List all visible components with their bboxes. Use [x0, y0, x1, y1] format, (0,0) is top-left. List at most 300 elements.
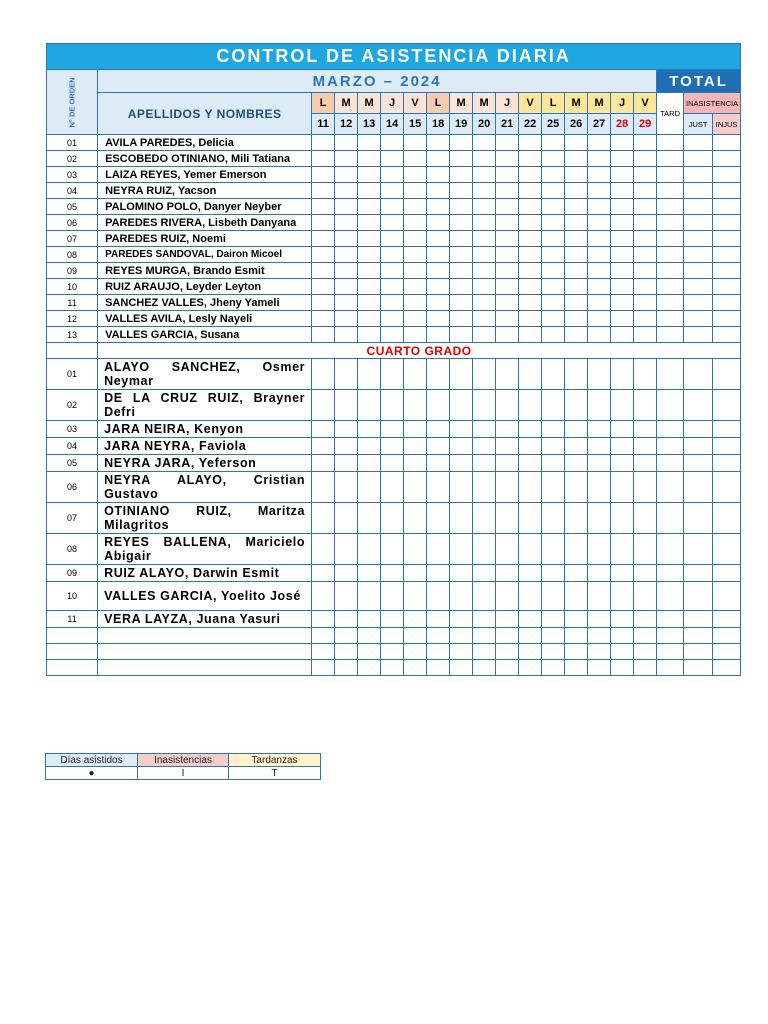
attendance-cell[interactable] [381, 199, 404, 215]
total-cell[interactable] [713, 628, 741, 644]
attendance-cell[interactable] [496, 247, 519, 263]
attendance-cell[interactable] [312, 247, 335, 263]
total-cell[interactable] [684, 644, 713, 660]
attendance-cell[interactable] [358, 611, 381, 628]
attendance-cell[interactable] [634, 151, 657, 167]
attendance-cell[interactable] [312, 390, 335, 421]
attendance-cell[interactable] [450, 503, 473, 534]
attendance-cell[interactable] [404, 644, 427, 660]
total-cell[interactable] [684, 183, 713, 199]
attendance-cell[interactable] [381, 311, 404, 327]
attendance-cell[interactable] [381, 421, 404, 438]
attendance-cell[interactable] [496, 311, 519, 327]
total-cell[interactable] [657, 438, 684, 455]
attendance-cell[interactable] [542, 660, 565, 676]
attendance-cell[interactable] [519, 421, 542, 438]
total-cell[interactable] [657, 503, 684, 534]
attendance-cell[interactable] [358, 472, 381, 503]
attendance-cell[interactable] [588, 565, 611, 582]
total-cell[interactable] [713, 455, 741, 472]
attendance-cell[interactable] [588, 503, 611, 534]
attendance-cell[interactable] [450, 455, 473, 472]
attendance-cell[interactable] [588, 359, 611, 390]
attendance-cell[interactable] [335, 565, 358, 582]
attendance-cell[interactable] [519, 327, 542, 343]
attendance-cell[interactable] [358, 263, 381, 279]
attendance-cell[interactable] [611, 421, 634, 438]
attendance-cell[interactable] [519, 199, 542, 215]
attendance-cell[interactable] [404, 199, 427, 215]
attendance-cell[interactable] [381, 611, 404, 628]
attendance-cell[interactable] [611, 311, 634, 327]
attendance-cell[interactable] [335, 390, 358, 421]
attendance-cell[interactable] [450, 199, 473, 215]
attendance-cell[interactable] [381, 279, 404, 295]
attendance-cell[interactable] [634, 611, 657, 628]
attendance-cell[interactable] [542, 534, 565, 565]
total-cell[interactable] [657, 327, 684, 343]
attendance-cell[interactable] [542, 327, 565, 343]
attendance-cell[interactable] [496, 390, 519, 421]
attendance-cell[interactable] [404, 167, 427, 183]
attendance-cell[interactable] [473, 311, 496, 327]
attendance-cell[interactable] [542, 151, 565, 167]
attendance-cell[interactable] [519, 263, 542, 279]
attendance-cell[interactable] [634, 455, 657, 472]
total-cell[interactable] [684, 231, 713, 247]
total-cell[interactable] [713, 660, 741, 676]
attendance-cell[interactable] [588, 438, 611, 455]
attendance-cell[interactable] [496, 503, 519, 534]
total-cell[interactable] [713, 311, 741, 327]
attendance-cell[interactable] [565, 534, 588, 565]
attendance-cell[interactable] [404, 295, 427, 311]
attendance-cell[interactable] [312, 582, 335, 611]
attendance-cell[interactable] [335, 247, 358, 263]
attendance-cell[interactable] [473, 215, 496, 231]
attendance-cell[interactable] [381, 215, 404, 231]
attendance-cell[interactable] [473, 390, 496, 421]
attendance-cell[interactable] [381, 359, 404, 390]
total-cell[interactable] [684, 582, 713, 611]
attendance-cell[interactable] [565, 279, 588, 295]
attendance-cell[interactable] [634, 660, 657, 676]
attendance-cell[interactable] [588, 660, 611, 676]
attendance-cell[interactable] [312, 263, 335, 279]
attendance-cell[interactable] [404, 582, 427, 611]
attendance-cell[interactable] [427, 565, 450, 582]
attendance-cell[interactable] [312, 151, 335, 167]
attendance-cell[interactable] [542, 503, 565, 534]
attendance-cell[interactable] [588, 582, 611, 611]
total-cell[interactable] [684, 263, 713, 279]
total-cell[interactable] [713, 534, 741, 565]
attendance-cell[interactable] [358, 311, 381, 327]
total-cell[interactable] [713, 644, 741, 660]
attendance-cell[interactable] [335, 611, 358, 628]
attendance-cell[interactable] [358, 231, 381, 247]
attendance-cell[interactable] [496, 279, 519, 295]
attendance-cell[interactable] [450, 390, 473, 421]
attendance-cell[interactable] [450, 135, 473, 151]
attendance-cell[interactable] [588, 644, 611, 660]
total-cell[interactable] [657, 295, 684, 311]
attendance-cell[interactable] [565, 472, 588, 503]
attendance-cell[interactable] [611, 455, 634, 472]
attendance-cell[interactable] [565, 199, 588, 215]
total-cell[interactable] [713, 279, 741, 295]
attendance-cell[interactable] [427, 199, 450, 215]
total-cell[interactable] [684, 611, 713, 628]
total-cell[interactable] [657, 390, 684, 421]
attendance-cell[interactable] [358, 183, 381, 199]
attendance-cell[interactable] [381, 472, 404, 503]
total-cell[interactable] [657, 534, 684, 565]
attendance-cell[interactable] [427, 611, 450, 628]
attendance-cell[interactable] [634, 628, 657, 644]
total-cell[interactable] [713, 503, 741, 534]
total-cell[interactable] [684, 199, 713, 215]
attendance-cell[interactable] [611, 534, 634, 565]
attendance-cell[interactable] [358, 359, 381, 390]
attendance-cell[interactable] [450, 611, 473, 628]
attendance-cell[interactable] [381, 263, 404, 279]
attendance-cell[interactable] [542, 263, 565, 279]
attendance-cell[interactable] [565, 215, 588, 231]
total-cell[interactable] [684, 503, 713, 534]
attendance-cell[interactable] [312, 611, 335, 628]
total-cell[interactable] [713, 295, 741, 311]
attendance-cell[interactable] [473, 151, 496, 167]
total-cell[interactable] [684, 311, 713, 327]
attendance-cell[interactable] [611, 199, 634, 215]
attendance-cell[interactable] [404, 421, 427, 438]
attendance-cell[interactable] [565, 582, 588, 611]
attendance-cell[interactable] [381, 534, 404, 565]
total-cell[interactable] [713, 231, 741, 247]
attendance-cell[interactable] [565, 644, 588, 660]
attendance-cell[interactable] [634, 311, 657, 327]
attendance-cell[interactable] [565, 503, 588, 534]
attendance-cell[interactable] [450, 660, 473, 676]
attendance-cell[interactable] [358, 167, 381, 183]
attendance-cell[interactable] [358, 151, 381, 167]
attendance-cell[interactable] [381, 247, 404, 263]
total-cell[interactable] [684, 438, 713, 455]
attendance-cell[interactable] [565, 247, 588, 263]
attendance-cell[interactable] [427, 644, 450, 660]
attendance-cell[interactable] [519, 215, 542, 231]
attendance-cell[interactable] [496, 167, 519, 183]
total-cell[interactable] [657, 565, 684, 582]
total-cell[interactable] [713, 359, 741, 390]
attendance-cell[interactable] [588, 183, 611, 199]
total-cell[interactable] [713, 263, 741, 279]
attendance-cell[interactable] [427, 279, 450, 295]
attendance-cell[interactable] [588, 611, 611, 628]
total-cell[interactable] [684, 135, 713, 151]
total-cell[interactable] [713, 421, 741, 438]
attendance-cell[interactable] [565, 151, 588, 167]
attendance-cell[interactable] [381, 167, 404, 183]
total-cell[interactable] [713, 167, 741, 183]
attendance-cell[interactable] [358, 390, 381, 421]
attendance-cell[interactable] [473, 534, 496, 565]
total-cell[interactable] [713, 135, 741, 151]
attendance-cell[interactable] [427, 503, 450, 534]
attendance-cell[interactable] [335, 151, 358, 167]
attendance-cell[interactable] [450, 582, 473, 611]
attendance-cell[interactable] [473, 231, 496, 247]
attendance-cell[interactable] [542, 215, 565, 231]
attendance-cell[interactable] [519, 279, 542, 295]
attendance-cell[interactable] [634, 390, 657, 421]
attendance-cell[interactable] [519, 582, 542, 611]
attendance-cell[interactable] [335, 135, 358, 151]
attendance-cell[interactable] [358, 503, 381, 534]
attendance-cell[interactable] [611, 247, 634, 263]
attendance-cell[interactable] [634, 279, 657, 295]
attendance-cell[interactable] [611, 167, 634, 183]
attendance-cell[interactable] [404, 231, 427, 247]
attendance-cell[interactable] [335, 472, 358, 503]
attendance-cell[interactable] [358, 135, 381, 151]
attendance-cell[interactable] [473, 199, 496, 215]
attendance-cell[interactable] [358, 215, 381, 231]
total-cell[interactable] [657, 199, 684, 215]
attendance-cell[interactable] [450, 534, 473, 565]
attendance-cell[interactable] [496, 199, 519, 215]
attendance-cell[interactable] [542, 644, 565, 660]
attendance-cell[interactable] [588, 534, 611, 565]
attendance-cell[interactable] [473, 455, 496, 472]
attendance-cell[interactable] [542, 582, 565, 611]
attendance-cell[interactable] [450, 279, 473, 295]
total-cell[interactable] [684, 390, 713, 421]
attendance-cell[interactable] [381, 135, 404, 151]
attendance-cell[interactable] [496, 215, 519, 231]
attendance-cell[interactable] [404, 247, 427, 263]
attendance-cell[interactable] [588, 628, 611, 644]
attendance-cell[interactable] [588, 247, 611, 263]
attendance-cell[interactable] [542, 565, 565, 582]
attendance-cell[interactable] [404, 311, 427, 327]
attendance-cell[interactable] [611, 263, 634, 279]
attendance-cell[interactable] [542, 279, 565, 295]
attendance-cell[interactable] [634, 421, 657, 438]
total-cell[interactable] [657, 231, 684, 247]
attendance-cell[interactable] [312, 327, 335, 343]
attendance-cell[interactable] [565, 390, 588, 421]
attendance-cell[interactable] [381, 438, 404, 455]
attendance-cell[interactable] [358, 660, 381, 676]
total-cell[interactable] [684, 167, 713, 183]
attendance-cell[interactable] [634, 534, 657, 565]
attendance-cell[interactable] [312, 565, 335, 582]
attendance-cell[interactable] [611, 582, 634, 611]
total-cell[interactable] [713, 199, 741, 215]
attendance-cell[interactable] [519, 359, 542, 390]
attendance-cell[interactable] [427, 660, 450, 676]
attendance-cell[interactable] [565, 135, 588, 151]
attendance-cell[interactable] [542, 231, 565, 247]
attendance-cell[interactable] [634, 183, 657, 199]
total-cell[interactable] [713, 215, 741, 231]
attendance-cell[interactable] [634, 199, 657, 215]
attendance-cell[interactable] [381, 644, 404, 660]
student-name[interactable] [98, 628, 312, 644]
attendance-cell[interactable] [335, 167, 358, 183]
attendance-cell[interactable] [473, 295, 496, 311]
attendance-cell[interactable] [335, 279, 358, 295]
attendance-cell[interactable] [381, 183, 404, 199]
attendance-cell[interactable] [358, 455, 381, 472]
attendance-cell[interactable] [519, 565, 542, 582]
attendance-cell[interactable] [450, 565, 473, 582]
attendance-cell[interactable] [611, 611, 634, 628]
attendance-cell[interactable] [427, 263, 450, 279]
attendance-cell[interactable] [634, 644, 657, 660]
attendance-cell[interactable] [404, 279, 427, 295]
total-cell[interactable] [657, 628, 684, 644]
total-cell[interactable] [657, 472, 684, 503]
attendance-cell[interactable] [473, 582, 496, 611]
attendance-cell[interactable] [634, 167, 657, 183]
attendance-cell[interactable] [335, 582, 358, 611]
attendance-cell[interactable] [358, 295, 381, 311]
total-cell[interactable] [657, 421, 684, 438]
attendance-cell[interactable] [634, 582, 657, 611]
attendance-cell[interactable] [404, 327, 427, 343]
attendance-cell[interactable] [473, 167, 496, 183]
attendance-cell[interactable] [611, 359, 634, 390]
attendance-cell[interactable] [565, 359, 588, 390]
attendance-cell[interactable] [542, 390, 565, 421]
attendance-cell[interactable] [404, 390, 427, 421]
attendance-cell[interactable] [634, 565, 657, 582]
attendance-cell[interactable] [427, 167, 450, 183]
total-cell[interactable] [713, 390, 741, 421]
attendance-cell[interactable] [312, 135, 335, 151]
attendance-cell[interactable] [450, 359, 473, 390]
attendance-cell[interactable] [335, 183, 358, 199]
attendance-cell[interactable] [404, 455, 427, 472]
attendance-cell[interactable] [312, 167, 335, 183]
total-cell[interactable] [684, 247, 713, 263]
total-cell[interactable] [657, 183, 684, 199]
total-cell[interactable] [713, 582, 741, 611]
total-cell[interactable] [713, 438, 741, 455]
attendance-cell[interactable] [519, 644, 542, 660]
attendance-cell[interactable] [565, 183, 588, 199]
attendance-cell[interactable] [634, 247, 657, 263]
attendance-cell[interactable] [335, 628, 358, 644]
attendance-cell[interactable] [335, 231, 358, 247]
attendance-cell[interactable] [427, 628, 450, 644]
attendance-cell[interactable] [519, 247, 542, 263]
attendance-cell[interactable] [519, 534, 542, 565]
total-cell[interactable] [684, 660, 713, 676]
attendance-cell[interactable] [542, 135, 565, 151]
attendance-cell[interactable] [335, 660, 358, 676]
attendance-cell[interactable] [450, 327, 473, 343]
attendance-cell[interactable] [473, 263, 496, 279]
student-name[interactable] [98, 660, 312, 676]
attendance-cell[interactable] [450, 215, 473, 231]
attendance-cell[interactable] [611, 151, 634, 167]
attendance-cell[interactable] [588, 231, 611, 247]
attendance-cell[interactable] [473, 628, 496, 644]
attendance-cell[interactable] [335, 215, 358, 231]
attendance-cell[interactable] [358, 534, 381, 565]
total-cell[interactable] [713, 327, 741, 343]
attendance-cell[interactable] [519, 660, 542, 676]
attendance-cell[interactable] [404, 438, 427, 455]
attendance-cell[interactable] [496, 472, 519, 503]
total-cell[interactable] [684, 421, 713, 438]
total-cell[interactable] [684, 327, 713, 343]
attendance-cell[interactable] [312, 311, 335, 327]
attendance-cell[interactable] [611, 390, 634, 421]
total-cell[interactable] [657, 135, 684, 151]
attendance-cell[interactable] [542, 295, 565, 311]
attendance-cell[interactable] [450, 231, 473, 247]
attendance-cell[interactable] [634, 503, 657, 534]
total-cell[interactable] [684, 455, 713, 472]
total-cell[interactable] [684, 359, 713, 390]
attendance-cell[interactable] [565, 295, 588, 311]
attendance-cell[interactable] [404, 628, 427, 644]
attendance-cell[interactable] [634, 438, 657, 455]
attendance-cell[interactable] [312, 455, 335, 472]
attendance-cell[interactable] [450, 472, 473, 503]
attendance-cell[interactable] [427, 438, 450, 455]
attendance-cell[interactable] [634, 263, 657, 279]
attendance-cell[interactable] [542, 199, 565, 215]
attendance-cell[interactable] [542, 438, 565, 455]
attendance-cell[interactable] [542, 247, 565, 263]
attendance-cell[interactable] [450, 311, 473, 327]
attendance-cell[interactable] [450, 295, 473, 311]
attendance-cell[interactable] [450, 247, 473, 263]
attendance-cell[interactable] [496, 582, 519, 611]
attendance-cell[interactable] [427, 421, 450, 438]
attendance-cell[interactable] [519, 503, 542, 534]
attendance-cell[interactable] [611, 135, 634, 151]
attendance-cell[interactable] [381, 327, 404, 343]
attendance-cell[interactable] [358, 247, 381, 263]
attendance-cell[interactable] [588, 311, 611, 327]
attendance-cell[interactable] [427, 311, 450, 327]
total-cell[interactable] [657, 611, 684, 628]
attendance-cell[interactable] [588, 390, 611, 421]
attendance-cell[interactable] [542, 359, 565, 390]
attendance-cell[interactable] [496, 660, 519, 676]
attendance-cell[interactable] [588, 263, 611, 279]
attendance-cell[interactable] [542, 611, 565, 628]
attendance-cell[interactable] [496, 534, 519, 565]
attendance-cell[interactable] [312, 183, 335, 199]
attendance-cell[interactable] [358, 327, 381, 343]
attendance-cell[interactable] [404, 660, 427, 676]
attendance-cell[interactable] [335, 199, 358, 215]
attendance-cell[interactable] [588, 295, 611, 311]
total-cell[interactable] [657, 455, 684, 472]
attendance-cell[interactable] [565, 438, 588, 455]
attendance-cell[interactable] [588, 199, 611, 215]
attendance-cell[interactable] [358, 421, 381, 438]
attendance-cell[interactable] [565, 263, 588, 279]
